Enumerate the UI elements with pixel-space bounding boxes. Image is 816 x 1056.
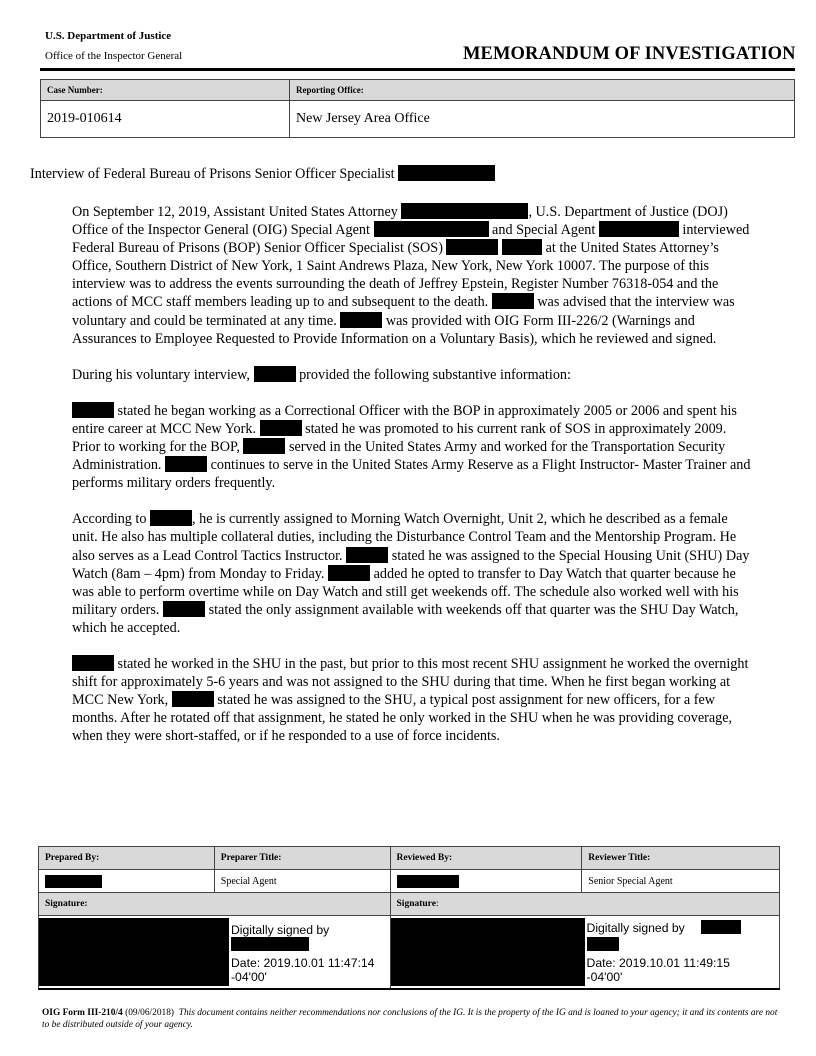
memo-title: MEMORANDUM OF INVESTIGATION (463, 44, 796, 64)
case-number-value: 2019-010614 (41, 101, 290, 138)
p1-text: , U.S. Department of Justice (DOJ) Office of the Inspector General (OIG) Special Agent (72, 204, 728, 239)
form-date: (09/06/2018) (125, 1008, 175, 1018)
preparer-name (39, 870, 215, 893)
redaction-box (502, 239, 542, 255)
p4-text: added he opted to transfer to Day Watch that quarter because he was able to perform overtime while on Day Watch and still get weekends off. The schedule also worked well with his military orders. (72, 565, 739, 618)
paragraph-1 (72, 203, 752, 348)
digital-signature-date: Date: 2019.10.01 11:47:14 (231, 956, 375, 970)
redaction-box (587, 937, 619, 951)
redaction-box (165, 456, 207, 472)
redaction-box (254, 366, 296, 382)
p1-text: was advised that the interview was voluntary and could be terminated at any time. (72, 294, 735, 329)
signature-table (38, 846, 780, 989)
p4-text: stated he was assigned to the Special Housing Unit (SHU) Day Watch (8am – 4pm) from Monday to Friday. (72, 547, 750, 582)
p1-text: was provided with OIG Form III-226/2 (Warnings and Assurances to Employee Requested to Provide Information on a Voluntary Basis), which he reviewed and signed. (72, 312, 717, 347)
redaction-box (492, 293, 534, 309)
reviewer-signature (390, 916, 779, 989)
paragraph-2 (72, 366, 752, 384)
p1-text: interviewed Federal Bureau of Prisons (BOP) Senior Officer Specialist (SOS) (72, 222, 750, 257)
interview-subject (30, 165, 495, 183)
signature-label-left: Signature: (39, 893, 391, 916)
p4-text: , he is currently assigned to Morning Watch Overnight, Unit 2, which he described as a female unit. He also has multiple collateral duties, including the Disturbance Control Team and the Mentorship Program. He also serves as a Lead Control Tactics Instructor. (72, 511, 737, 564)
reviewed-by-label: Reviewed By: (390, 847, 582, 870)
redaction-box (346, 547, 388, 563)
p3-text: stated he was promoted to his current rank of SOS in approximately 2009. Prior to working for the BOP, (72, 420, 727, 456)
reviewer-title-label: Reviewer Title: (582, 847, 780, 870)
form-number: OIG Form III-210/4 (42, 1008, 123, 1018)
reviewer-title: Senior Special Agent (582, 870, 780, 893)
form-footer (42, 1007, 782, 1031)
reporting-office-value: New Jersey Area Office (290, 101, 795, 138)
p1-text: at the United States Attorney’s Office, Southern District of New York, 1 Saint Andrews Plaza, New York, New York 10007. The purpose of this interview was to address the events surrounding the death of Jeffrey Epstein, Register Number 76318-054 and the actions of MCC staff members leading up to and subsequent to the death. (72, 240, 719, 311)
reporting-office-label: Reporting Office: (290, 80, 795, 101)
redaction-box (45, 875, 102, 888)
signature-label-right: Signature: (390, 893, 779, 916)
prepared-by-label: Prepared By: (39, 847, 215, 870)
redaction-box (260, 420, 302, 436)
digital-signature-tz: -04'00' (231, 970, 267, 984)
digital-signature-label: Digitally signed by (586, 921, 685, 935)
paragraph-3 (72, 402, 752, 492)
redaction-box (401, 203, 528, 219)
redaction-box (72, 402, 114, 418)
redaction-box (328, 565, 370, 581)
preparer-title-label: Preparer Title: (214, 847, 390, 870)
redaction-box (172, 691, 214, 707)
redaction-box (150, 510, 192, 526)
preparer-signature (39, 916, 391, 989)
case-number-label: Case Number: (41, 80, 290, 101)
p3-text: continues to serve in the United States Army Reserve as a Flight Instructor- Master Trainer and performs military orders frequently. (72, 457, 751, 492)
redaction-box (231, 937, 309, 951)
redaction-box (243, 438, 285, 454)
p5-text: stated he worked in the SHU in the past, but prior to this most recent SHU assignment he worked the overnight shift for approximately 5-6 years and was not assigned to the SHU during that time. When he first began working at MCC New York, (72, 655, 749, 709)
redaction-box (397, 875, 459, 888)
footer-notice: This document contains neither recommendations nor conclusions of the IG. It is the property of the IG and is loaned to your agency; it and its contents are not to be distributed outside of your agency. (42, 1008, 778, 1030)
office-name: Office of the Inspector General (45, 50, 183, 62)
p4-text: According to (72, 511, 147, 528)
p1-text: and Special Agent (492, 222, 596, 239)
preparer-title: Special Agent (214, 870, 390, 893)
p1-text: On September 12, 2019, Assistant United States Attorney (72, 204, 398, 220)
redaction-box (701, 920, 741, 934)
redaction-box (398, 165, 495, 181)
p3-text: stated he began working as a Correctional Officer with the BOP in approximately 2005 or 2006 and spent his entire career at MCC New York. (72, 402, 737, 437)
header-divider (40, 68, 795, 71)
redaction-box (446, 239, 498, 255)
signature-bottom-rule (38, 988, 780, 990)
p5-text: stated he was assigned to the SHU, a typical post assignment for new officers, for a few months. After he rotated off that assignment, he stated he only worked in the SHU when he was providing coverage, when they were short-staffed, or if he responded to a use of force incidents. (72, 692, 733, 745)
redaction-box (72, 655, 114, 671)
redaction-box (163, 601, 205, 617)
subject-text: Interview of Federal Bureau of Prisons Senior Officer Specialist (30, 166, 395, 182)
redaction-box (340, 312, 382, 328)
digital-signature-date: Date: 2019.10.01 11:49:15 (586, 956, 730, 970)
department-name: U.S. Department of Justice (45, 30, 172, 42)
p4-text: stated the only assignment available with weekends off that quarter was the SHU Day Watch, which he accepted. (72, 601, 739, 636)
redaction-box (374, 221, 489, 237)
paragraph-5 (72, 655, 752, 745)
p3-text: served in the United States Army and worked for the Transportation Security Administration. (72, 439, 726, 474)
memo-body (72, 203, 752, 763)
paragraph-4 (72, 510, 752, 637)
p2-text: provided the following substantive information: (299, 366, 571, 383)
digital-signature-label: Digitally signed by (231, 923, 330, 937)
p2-text: During his voluntary interview, (72, 366, 250, 383)
redaction-box (391, 918, 585, 986)
case-info-table (40, 79, 795, 138)
reviewer-name (390, 870, 582, 893)
digital-signature-tz: -04'00' (586, 970, 623, 984)
redaction-box (599, 221, 679, 237)
redaction-box (39, 918, 229, 986)
